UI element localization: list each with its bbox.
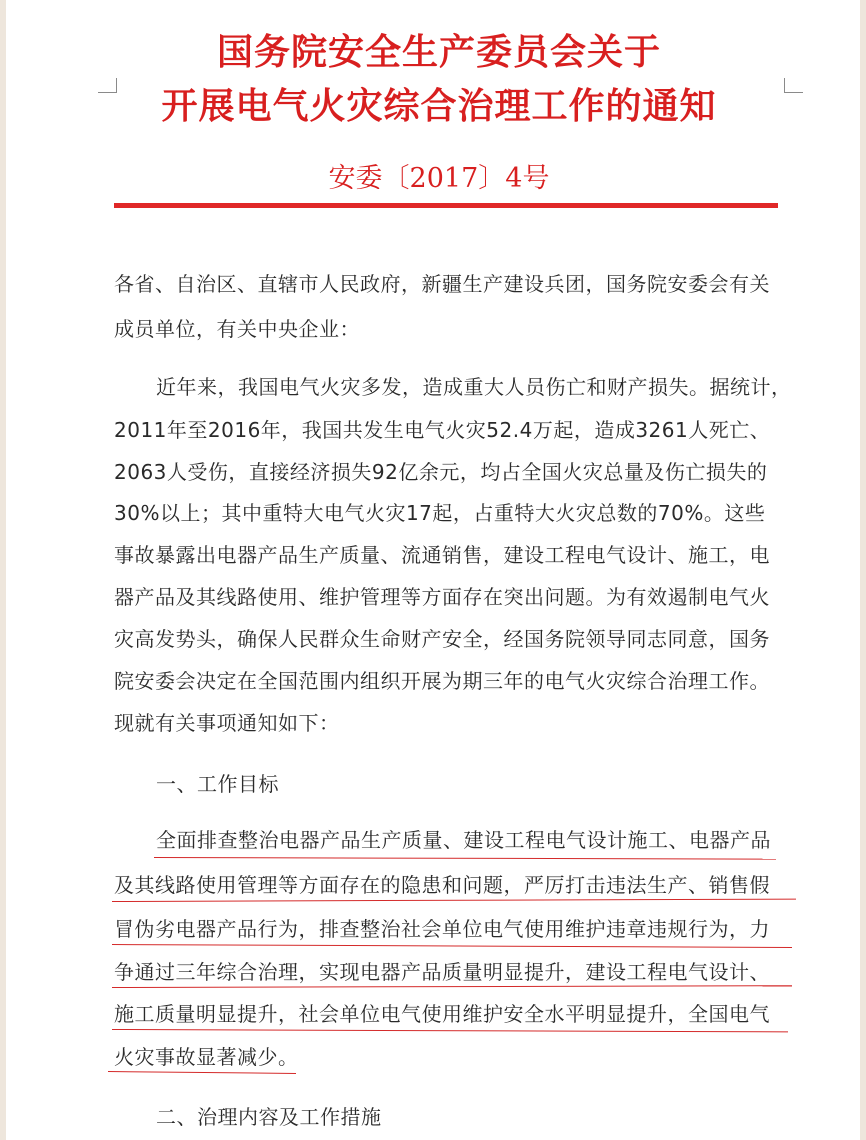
section-heading-1: 一、工作目标 [156, 772, 279, 796]
paragraph-1-line-9: 现就有关事项通知如下： [114, 711, 340, 735]
paragraph-1-line-6: 器产品及其线路使用、维护管理等方面存在突出问题。为有效遏制电气火 [114, 585, 770, 609]
paragraph-2-line-4: 争通过三年综合治理，实现电器产品质量明显提升，建设工程电气设计、 [114, 960, 770, 984]
document-title-line-2: 开展电气火灾综合治理工作的通知 [161, 85, 717, 127]
paragraph-2-line-1: 全面排查整治电器产品生产质量、建设工程电气设计施工、电器产品 [156, 828, 771, 852]
paragraph-1-line-7: 灾高发势头，确保人民群众生命财产安全，经国务院领导同志同意，国务 [114, 627, 770, 651]
section-heading-2: 二、治理内容及工作措施 [156, 1105, 382, 1129]
paragraph-1-line-2: 2011年至2016年，我国共发生电气火灾52.4万起，造成3261人死亡、 [114, 418, 771, 442]
paragraph-1-line-1: 近年来，我国电气火灾多发，造成重大人员伤亡和财产损失。据统计， [156, 375, 792, 399]
paragraph-1-line-4: 30%以上；其中重特大电气火灾17起，占重特大火灾总数的70%。这些 [114, 501, 766, 525]
red-underline [112, 944, 792, 948]
paragraph-1-line-3: 2063人受伤，直接经济损失92亿余元，均占全国火灾总量及伤亡损失的 [114, 460, 768, 484]
paragraph-1-line-5: 事故暴露出电器产品生产质量、流通销售，建设工程电气设计、施工，电 [114, 543, 770, 567]
red-underline [112, 985, 792, 988]
document-title-line-1: 国务院安全生产委员会关于 [216, 31, 661, 73]
red-divider-rule [114, 203, 778, 208]
red-underline [112, 1029, 788, 1032]
red-underline [154, 857, 776, 860]
red-underline [112, 899, 796, 902]
paragraph-1-line-8: 院安委会决定在全国范围内组织开展为期三年的电气火灾综合治理工作。 [114, 669, 770, 693]
document-number: 安委〔2017〕4号 [328, 163, 550, 194]
red-underline [108, 1071, 296, 1074]
salutation-line-2: 成员单位，有关中央企业： [114, 317, 360, 341]
paragraph-2-line-5: 施工质量明显提升，社会单位电气使用维护安全水平明显提升，全国电气 [114, 1002, 770, 1026]
paragraph-2-line-6: 火灾事故显著减少。 [114, 1045, 299, 1069]
paragraph-2-line-2: 及其线路使用管理等方面存在的隐患和问题，严厉打击违法生产、销售假 [114, 873, 770, 897]
paragraph-2-line-3: 冒伪劣电器产品行为，排查整治社会单位电气使用维护违章违规行为，力 [114, 917, 770, 941]
salutation-line-1: 各省、自治区、直辖市人民政府，新疆生产建设兵团，国务院安委会有关 [114, 272, 770, 296]
